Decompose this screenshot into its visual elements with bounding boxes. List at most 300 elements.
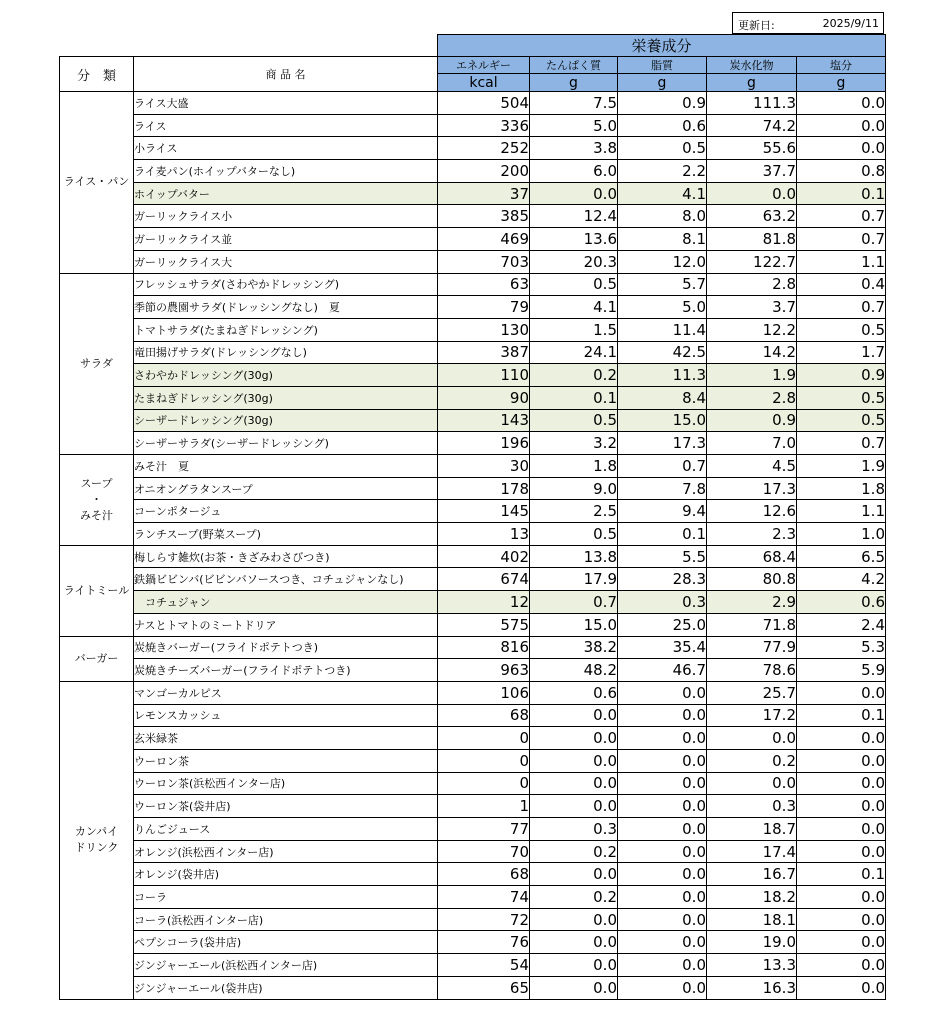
unit-energy: kcal (438, 74, 530, 92)
item-name-cell: オレンジ(浜松西インター店) (134, 840, 438, 863)
energy-cell: 76 (438, 931, 530, 954)
fat-cell: 12.0 (618, 250, 707, 273)
table-row (60, 160, 886, 183)
salt-cell: 0.1 (797, 863, 886, 886)
protein-cell: 0.0 (530, 182, 618, 205)
fat-cell: 0.0 (618, 840, 707, 863)
energy-cell: 0 (438, 749, 530, 772)
table-row (60, 863, 886, 886)
fat-cell: 42.5 (618, 341, 707, 364)
salt-cell: 0.0 (797, 772, 886, 795)
item-name-cell: ランチスープ(野菜スープ) (134, 523, 438, 546)
energy-cell: 385 (438, 205, 530, 228)
carbs-cell: 16.3 (707, 976, 797, 999)
energy-cell: 504 (438, 92, 530, 115)
protein-cell: 13.6 (530, 228, 618, 251)
salt-cell: 0.9 (797, 364, 886, 387)
carbs-cell: 63.2 (707, 205, 797, 228)
carbs-cell: 71.8 (707, 613, 797, 636)
carbs-cell: 37.7 (707, 160, 797, 183)
salt-cell: 0.0 (797, 954, 886, 977)
header-blank (134, 35, 438, 57)
category-cell: バーガー (60, 636, 134, 681)
fat-cell: 0.0 (618, 795, 707, 818)
fat-cell: 35.4 (618, 636, 707, 659)
carbs-cell: 0.2 (707, 749, 797, 772)
protein-cell: 1.8 (530, 455, 618, 478)
carbs-cell: 1.9 (707, 364, 797, 387)
fat-cell: 11.3 (618, 364, 707, 387)
salt-cell: 0.0 (797, 908, 886, 931)
protein-cell: 0.0 (530, 795, 618, 818)
item-name-cell: ウーロン茶(袋井店) (134, 795, 438, 818)
fat-cell: 0.9 (618, 92, 707, 115)
protein-cell: 15.0 (530, 613, 618, 636)
item-name-cell: 玄米緑茶 (134, 727, 438, 750)
item-name-cell: ガーリックライス大 (134, 250, 438, 273)
table-row (60, 976, 886, 999)
fat-cell: 0.0 (618, 931, 707, 954)
item-name-cell: コチュジャン (134, 591, 438, 614)
table-row (60, 749, 886, 772)
carbs-cell: 2.8 (707, 386, 797, 409)
item-name-cell: トマトサラダ(たまねぎドレッシング) (134, 318, 438, 341)
salt-cell: 0.0 (797, 795, 886, 818)
protein-cell: 48.2 (530, 659, 618, 682)
salt-cell: 1.1 (797, 500, 886, 523)
carbs-cell: 111.3 (707, 92, 797, 115)
item-name-cell: ジンジャーエール(袋井店) (134, 976, 438, 999)
category-cell: カンパイ ドリンク (60, 681, 134, 999)
table-row (60, 296, 886, 319)
item-name-cell: コーラ(浜松西インター店) (134, 908, 438, 931)
energy-cell: 674 (438, 568, 530, 591)
protein-cell: 1.5 (530, 318, 618, 341)
fat-cell: 0.0 (618, 976, 707, 999)
energy-cell: 469 (438, 228, 530, 251)
col-header-fat: 脂質 (618, 57, 707, 74)
energy-cell: 178 (438, 477, 530, 500)
carbs-cell: 74.2 (707, 114, 797, 137)
category-cell: ライトミール (60, 545, 134, 636)
fat-cell: 0.1 (618, 523, 707, 546)
table-row (60, 409, 886, 432)
energy-cell: 63 (438, 273, 530, 296)
carbs-cell: 0.0 (707, 727, 797, 750)
energy-cell: 196 (438, 432, 530, 455)
salt-cell: 0.0 (797, 114, 886, 137)
col-header-salt: 塩分 (797, 57, 886, 74)
update-date-label: 更新日: (738, 19, 775, 32)
header-blank (60, 35, 134, 57)
fat-cell: 0.0 (618, 772, 707, 795)
protein-cell: 0.0 (530, 954, 618, 977)
unit-carbs: g (707, 74, 797, 92)
protein-cell: 0.3 (530, 818, 618, 841)
salt-cell: 0.5 (797, 409, 886, 432)
carbs-cell: 18.7 (707, 818, 797, 841)
protein-cell: 13.8 (530, 545, 618, 568)
salt-cell: 5.3 (797, 636, 886, 659)
unit-fat: g (618, 74, 707, 92)
salt-cell: 0.6 (797, 591, 886, 614)
item-name-cell: シーザーサラダ(シーザードレッシング) (134, 432, 438, 455)
table-row (60, 137, 886, 160)
unit-salt: g (797, 74, 886, 92)
energy-cell: 1 (438, 795, 530, 818)
protein-cell: 12.4 (530, 205, 618, 228)
fat-cell: 0.0 (618, 749, 707, 772)
table-row (60, 704, 886, 727)
carbs-cell: 2.8 (707, 273, 797, 296)
table-row (60, 341, 886, 364)
energy-cell: 143 (438, 409, 530, 432)
carbs-cell: 77.9 (707, 636, 797, 659)
item-name-cell: ガーリックライス小 (134, 205, 438, 228)
salt-cell: 0.0 (797, 137, 886, 160)
protein-cell: 17.9 (530, 568, 618, 591)
update-date-value: 2025/9/11 (822, 17, 879, 30)
table-row (60, 92, 886, 115)
table-row (60, 659, 886, 682)
col-header-carbs: 炭水化物 (707, 57, 797, 74)
fat-cell: 25.0 (618, 613, 707, 636)
energy-cell: 145 (438, 500, 530, 523)
energy-cell: 30 (438, 455, 530, 478)
salt-cell: 0.0 (797, 931, 886, 954)
salt-cell: 0.7 (797, 228, 886, 251)
item-name-cell: 竜田揚げサラダ(ドレッシングなし) (134, 341, 438, 364)
item-name-cell: 梅しらす雑炊(お茶・きざみわさびつき) (134, 545, 438, 568)
fat-cell: 7.8 (618, 477, 707, 500)
carbs-cell: 25.7 (707, 681, 797, 704)
item-name-cell: ジンジャーエール(浜松西インター店) (134, 954, 438, 977)
table-row (60, 182, 886, 205)
table-row (60, 681, 886, 704)
item-name-cell: オニオングラタンスープ (134, 477, 438, 500)
table-row (60, 205, 886, 228)
carbs-cell: 12.6 (707, 500, 797, 523)
salt-cell: 0.0 (797, 749, 886, 772)
carbs-cell: 2.3 (707, 523, 797, 546)
carbs-cell: 18.2 (707, 886, 797, 909)
fat-cell: 5.5 (618, 545, 707, 568)
protein-cell: 0.5 (530, 273, 618, 296)
carbs-cell: 55.6 (707, 137, 797, 160)
energy-cell: 77 (438, 818, 530, 841)
energy-cell: 816 (438, 636, 530, 659)
salt-cell: 0.8 (797, 160, 886, 183)
protein-cell: 0.2 (530, 886, 618, 909)
carbs-cell: 14.2 (707, 341, 797, 364)
carbs-cell: 17.4 (707, 840, 797, 863)
fat-cell: 5.0 (618, 296, 707, 319)
item-name-cell: ホイップバター (134, 182, 438, 205)
table-row (60, 636, 886, 659)
fat-cell: 15.0 (618, 409, 707, 432)
fat-cell: 0.0 (618, 727, 707, 750)
table-row (60, 818, 886, 841)
fat-cell: 8.0 (618, 205, 707, 228)
protein-cell: 5.0 (530, 114, 618, 137)
energy-cell: 54 (438, 954, 530, 977)
carbs-cell: 7.0 (707, 432, 797, 455)
protein-cell: 0.5 (530, 409, 618, 432)
salt-cell: 0.7 (797, 205, 886, 228)
item-name-cell: コーンポタージュ (134, 500, 438, 523)
salt-cell: 0.5 (797, 386, 886, 409)
protein-cell: 9.0 (530, 477, 618, 500)
carbs-cell: 81.8 (707, 228, 797, 251)
table-row (60, 795, 886, 818)
energy-cell: 336 (438, 114, 530, 137)
fat-cell: 2.2 (618, 160, 707, 183)
energy-cell: 68 (438, 863, 530, 886)
protein-cell: 0.0 (530, 931, 618, 954)
item-name-cell: オレンジ(袋井店) (134, 863, 438, 886)
energy-cell: 252 (438, 137, 530, 160)
item-name-cell: ウーロン茶(浜松西インター店) (134, 772, 438, 795)
carbs-cell: 0.0 (707, 772, 797, 795)
protein-cell: 2.5 (530, 500, 618, 523)
fat-cell: 28.3 (618, 568, 707, 591)
table-row (60, 840, 886, 863)
salt-cell: 0.0 (797, 727, 886, 750)
energy-cell: 70 (438, 840, 530, 863)
item-name-cell: フレッシュサラダ(さわやかドレッシング) (134, 273, 438, 296)
table-row (60, 114, 886, 137)
fat-cell: 4.1 (618, 182, 707, 205)
energy-cell: 37 (438, 182, 530, 205)
fat-cell: 17.3 (618, 432, 707, 455)
salt-cell: 0.0 (797, 818, 886, 841)
carbs-cell: 0.9 (707, 409, 797, 432)
energy-cell: 575 (438, 613, 530, 636)
energy-cell: 387 (438, 341, 530, 364)
protein-cell: 0.7 (530, 591, 618, 614)
item-name-cell: ペプシコーラ(袋井店) (134, 931, 438, 954)
protein-cell: 0.0 (530, 772, 618, 795)
category-header: 分 類 (60, 57, 134, 92)
protein-cell: 0.2 (530, 840, 618, 863)
item-name-header: 商 品 名 (134, 57, 438, 92)
protein-cell: 3.8 (530, 137, 618, 160)
item-name-cell: さわやかドレッシング(30g) (134, 364, 438, 387)
carbs-cell: 2.9 (707, 591, 797, 614)
fat-cell: 8.1 (618, 228, 707, 251)
item-name-cell: ナスとトマトのミートドリア (134, 613, 438, 636)
energy-cell: 106 (438, 681, 530, 704)
category-cell: サラダ (60, 273, 134, 455)
table-row (60, 228, 886, 251)
table-row (60, 954, 886, 977)
salt-cell: 1.0 (797, 523, 886, 546)
fat-cell: 0.5 (618, 137, 707, 160)
table-row (60, 523, 886, 546)
energy-cell: 130 (438, 318, 530, 341)
fat-cell: 0.0 (618, 954, 707, 977)
protein-cell: 0.0 (530, 749, 618, 772)
table-row (60, 613, 886, 636)
fat-cell: 5.7 (618, 273, 707, 296)
carbs-cell: 122.7 (707, 250, 797, 273)
table-row (60, 386, 886, 409)
carbs-cell: 17.2 (707, 704, 797, 727)
fat-cell: 9.4 (618, 500, 707, 523)
item-name-cell: 炭焼きバーガー(フライドポテトつき) (134, 636, 438, 659)
fat-cell: 11.4 (618, 318, 707, 341)
salt-cell: 0.0 (797, 840, 886, 863)
nutrition-table-body (60, 92, 886, 1000)
energy-cell: 90 (438, 386, 530, 409)
fat-cell: 0.0 (618, 681, 707, 704)
salt-cell: 2.4 (797, 613, 886, 636)
salt-cell: 1.9 (797, 455, 886, 478)
item-name-cell: コーラ (134, 886, 438, 909)
item-name-cell: 炭焼きチーズバーガー(フライドポテトつき) (134, 659, 438, 682)
energy-cell: 72 (438, 908, 530, 931)
protein-cell: 0.0 (530, 908, 618, 931)
carbs-cell: 13.3 (707, 954, 797, 977)
carbs-cell: 0.0 (707, 182, 797, 205)
item-name-cell: りんごジュース (134, 818, 438, 841)
table-row (60, 591, 886, 614)
protein-cell: 0.0 (530, 976, 618, 999)
item-name-cell: たまねぎドレッシング(30g) (134, 386, 438, 409)
salt-cell: 0.7 (797, 296, 886, 319)
protein-cell: 0.5 (530, 523, 618, 546)
protein-cell: 7.5 (530, 92, 618, 115)
fat-cell: 0.0 (618, 818, 707, 841)
category-cell: スープ ・ みそ汁 (60, 455, 134, 546)
energy-cell: 0 (438, 772, 530, 795)
col-header-protein: たんぱく質 (530, 57, 618, 74)
nutrition-header: 栄養成分 (438, 35, 886, 57)
carbs-cell: 4.5 (707, 455, 797, 478)
item-name-cell: シーザードレッシング(30g) (134, 409, 438, 432)
protein-cell: 0.0 (530, 727, 618, 750)
table-row (60, 432, 886, 455)
fat-cell: 0.3 (618, 591, 707, 614)
item-name-cell: 鉄鍋ビビンバ(ビビンバソースつき、コチュジャンなし) (134, 568, 438, 591)
salt-cell: 0.0 (797, 976, 886, 999)
protein-cell: 20.3 (530, 250, 618, 273)
energy-cell: 65 (438, 976, 530, 999)
fat-cell: 0.6 (618, 114, 707, 137)
fat-cell: 8.4 (618, 386, 707, 409)
protein-cell: 4.1 (530, 296, 618, 319)
table-row (60, 727, 886, 750)
table-row (60, 500, 886, 523)
item-name-cell: ライス (134, 114, 438, 137)
carbs-cell: 19.0 (707, 931, 797, 954)
protein-cell: 0.2 (530, 364, 618, 387)
energy-cell: 13 (438, 523, 530, 546)
energy-cell: 200 (438, 160, 530, 183)
salt-cell: 1.1 (797, 250, 886, 273)
energy-cell: 703 (438, 250, 530, 273)
fat-cell: 46.7 (618, 659, 707, 682)
table-row (60, 273, 886, 296)
table-row (60, 545, 886, 568)
protein-cell: 0.0 (530, 704, 618, 727)
item-name-cell: ガーリックライス並 (134, 228, 438, 251)
salt-cell: 0.7 (797, 432, 886, 455)
protein-cell: 24.1 (530, 341, 618, 364)
table-row (60, 568, 886, 591)
table-row (60, 772, 886, 795)
carbs-cell: 0.3 (707, 795, 797, 818)
table-row (60, 886, 886, 909)
table-row (60, 477, 886, 500)
carbs-cell: 16.7 (707, 863, 797, 886)
salt-cell: 6.5 (797, 545, 886, 568)
protein-cell: 3.2 (530, 432, 618, 455)
item-name-cell: みそ汁 夏 (134, 455, 438, 478)
table-row (60, 908, 886, 931)
nutrition-table (59, 34, 886, 1000)
carbs-cell: 78.6 (707, 659, 797, 682)
salt-cell: 0.0 (797, 92, 886, 115)
carbs-cell: 12.2 (707, 318, 797, 341)
salt-cell: 0.1 (797, 704, 886, 727)
fat-cell: 0.0 (618, 886, 707, 909)
salt-cell: 0.5 (797, 318, 886, 341)
protein-cell: 6.0 (530, 160, 618, 183)
energy-cell: 0 (438, 727, 530, 750)
item-name-cell: ライ麦パン(ホイップバターなし) (134, 160, 438, 183)
salt-cell: 1.8 (797, 477, 886, 500)
energy-cell: 12 (438, 591, 530, 614)
salt-cell: 0.4 (797, 273, 886, 296)
fat-cell: 0.7 (618, 455, 707, 478)
energy-cell: 110 (438, 364, 530, 387)
item-name-cell: レモンスカッシュ (134, 704, 438, 727)
table-row (60, 250, 886, 273)
protein-cell: 0.1 (530, 386, 618, 409)
item-name-cell: マンゴーカルピス (134, 681, 438, 704)
salt-cell: 4.2 (797, 568, 886, 591)
item-name-cell: ウーロン茶 (134, 749, 438, 772)
update-date-box (732, 12, 884, 34)
energy-cell: 963 (438, 659, 530, 682)
table-row (60, 455, 886, 478)
item-name-cell: ライス大盛 (134, 92, 438, 115)
fat-cell: 0.0 (618, 863, 707, 886)
carbs-cell: 17.3 (707, 477, 797, 500)
carbs-cell: 80.8 (707, 568, 797, 591)
protein-cell: 0.6 (530, 681, 618, 704)
table-row (60, 318, 886, 341)
salt-cell: 0.1 (797, 182, 886, 205)
protein-cell: 38.2 (530, 636, 618, 659)
unit-protein: g (530, 74, 618, 92)
salt-cell: 0.0 (797, 681, 886, 704)
col-header-energy: エネルギー (438, 57, 530, 74)
carbs-cell: 3.7 (707, 296, 797, 319)
protein-cell: 0.0 (530, 863, 618, 886)
carbs-cell: 18.1 (707, 908, 797, 931)
item-name-cell: 小ライス (134, 137, 438, 160)
item-name-cell: 季節の農園サラダ(ドレッシングなし) 夏 (134, 296, 438, 319)
salt-cell: 5.9 (797, 659, 886, 682)
category-cell: ライス・パン (60, 92, 134, 274)
energy-cell: 402 (438, 545, 530, 568)
fat-cell: 0.0 (618, 908, 707, 931)
energy-cell: 79 (438, 296, 530, 319)
energy-cell: 74 (438, 886, 530, 909)
energy-cell: 68 (438, 704, 530, 727)
